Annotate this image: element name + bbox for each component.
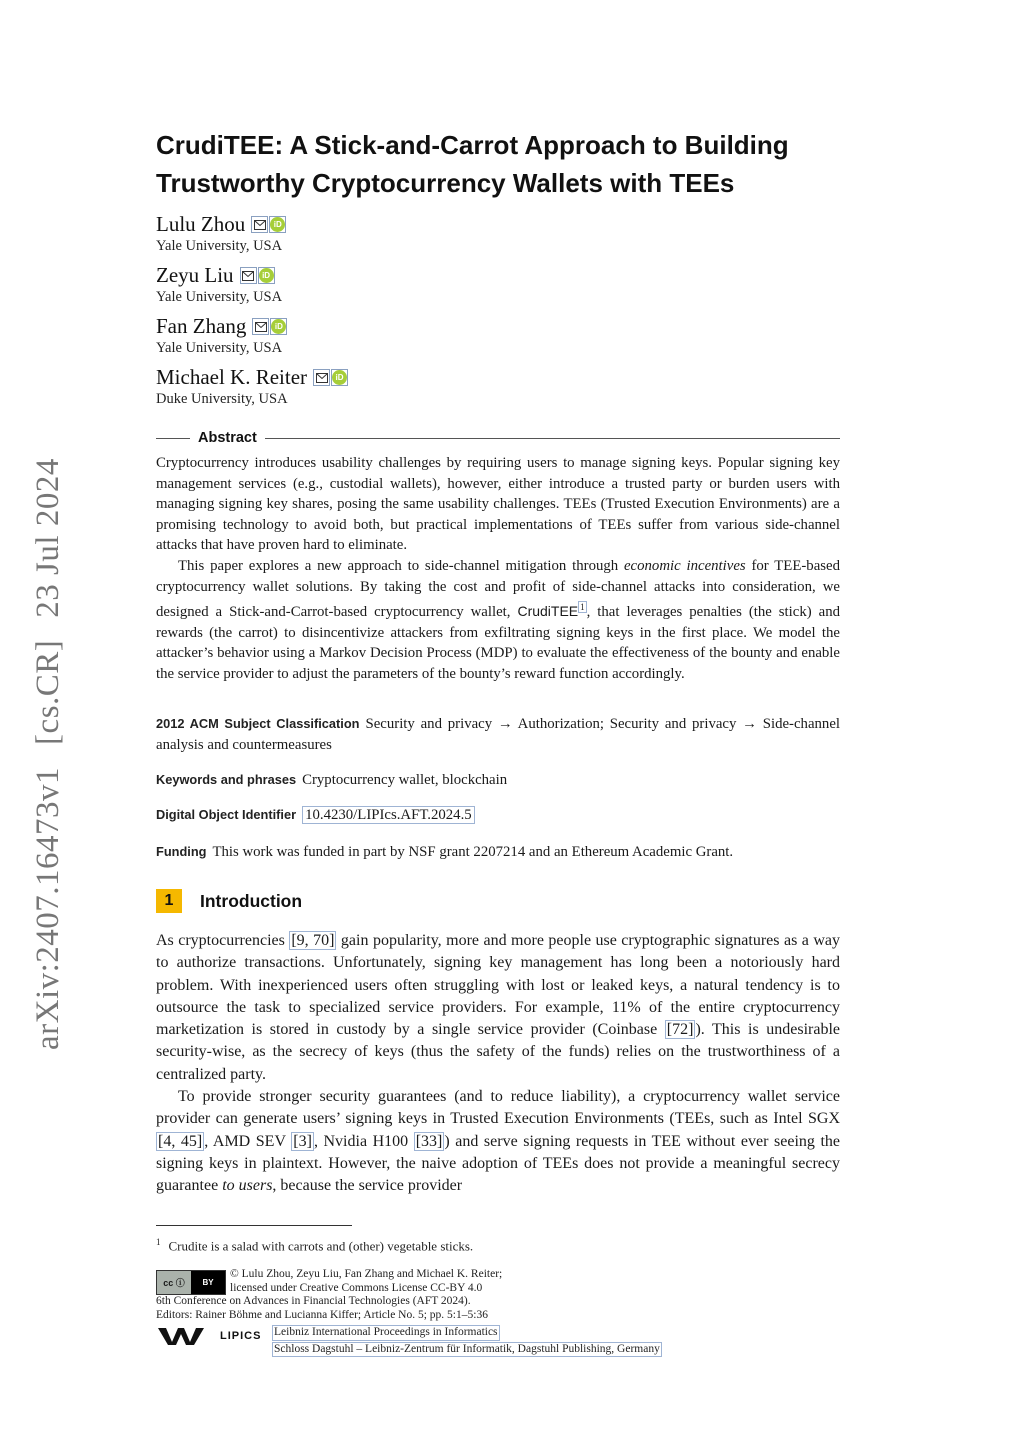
author-affiliation: Yale University, USA xyxy=(156,340,283,356)
orcid-icon[interactable]: iD xyxy=(270,217,285,232)
citation-link[interactable]: [9, 70] xyxy=(291,932,335,949)
author-block xyxy=(156,212,286,255)
cc-icon: cc ⓘ xyxy=(157,1271,191,1294)
lipics-series-link[interactable]: Leibniz International Proceedings in Informatics xyxy=(272,1325,500,1341)
keywords xyxy=(156,770,840,791)
author-affiliation: Yale University, USA xyxy=(156,289,283,305)
doi-link[interactable]: 10.4230/LIPIcs.AFT.2024.5 xyxy=(302,806,475,824)
lipics-logo-icon xyxy=(158,1326,214,1346)
email-icon[interactable] xyxy=(313,369,330,386)
section-title: Introduction xyxy=(200,890,303,911)
abstract-label: Abstract xyxy=(198,430,257,446)
author-block xyxy=(156,263,282,306)
abstract-paragraph: This paper explores a new approach to side-channel mitigation through economic incentives for TEE-based cryptocurrency wallet solutions. By taking the cost and profit of side-channel attacks into consideration, we designed a Stick-and-Carrot-based cryptocurrency wallet, CrudiTEE $^1$ , that leverages penalties (the stick) and rewards (the carrot) to disincentivize attackers from exfiltrating signing keys in the first place. We model the attacker’s behavior using a Markov Decision Process (MDP) to evaluate the effectiveness of the bounty and enable the service provider to adjust the parameters of the bounty’s reward function accordingly. xyxy=(156,557,840,682)
arxiv-identifier xyxy=(30,450,66,1050)
arxiv-category: [cs.CR] xyxy=(30,639,66,745)
abstract-body xyxy=(156,453,840,684)
funding-value: This work was funded in part by NSF grant 2207214 and an Ethereum Academic Grant. xyxy=(212,844,734,860)
acm-classification xyxy=(156,714,840,755)
by-icon: BY xyxy=(191,1271,225,1294)
intro-paragraph: As cryptocurrencies [9, 70] gain popularity, more and more people use cryptographic signatures as a way to authorize transactions. Unfortunately, signing key management has long been a notoriously hard problem. With inexperienced users often struggling with lost or leaked keys, a natural tendency is to outsource the task to specialized service providers. For example, 11% of the entire cryptocurrency marketization is stored in custody by a single service provider (Coinbase [72] ). This is undesirable security-wise, as the secrecy of keys (thus the safety of the funds) relies on the trustworthiness of a centralized party. xyxy=(156,932,841,1083)
author-block xyxy=(156,314,287,357)
abstract-heading xyxy=(156,428,840,448)
section-heading xyxy=(156,889,302,913)
author-affiliation: Yale University, USA xyxy=(156,238,283,254)
paper-title: CrudiTEE: A Stick-and-Carrot Approach to Building Trustworthy Cryptocurrency Wallets with TEEs xyxy=(156,130,789,198)
divider xyxy=(265,438,840,439)
divider xyxy=(156,438,190,439)
footnote-divider xyxy=(156,1225,352,1226)
lipics-logo xyxy=(158,1326,261,1346)
citation-link[interactable]: [72] xyxy=(666,1021,694,1039)
footnote-mark: 1 xyxy=(156,1237,161,1247)
author-affiliation: Duke University, USA xyxy=(156,391,288,407)
email-icon[interactable] xyxy=(240,267,257,284)
orcid-icon[interactable]: iD xyxy=(259,268,274,283)
dagstuhl-link[interactable]: Schloss Dagstuhl – Leibniz-Zentrum für Informatik, Dagstuhl Publishing, Germany xyxy=(272,1342,662,1358)
footnote xyxy=(156,1237,473,1254)
section-number: 1 xyxy=(156,889,182,913)
acm-label: 2012 ACM Subject Classification xyxy=(156,716,360,731)
doi-label: Digital Object Identifier xyxy=(156,807,297,822)
abstract-paragraph: Cryptocurrency introduces usability challenges by requiring users to manage signing keys. Popular signing key management services (e.g., custodial wallets), however, either introduce a trusted party or burden users with managing signing key shares, posing the same usability challenges. TEEs (Trusted Execution Environments) are a promising technology to avoid both, but practical implementations of TEEs suffer from various side-channel attacks that have proven hard to eliminate. xyxy=(156,455,840,554)
orcid-icon[interactable]: iD xyxy=(332,370,347,385)
email-icon[interactable] xyxy=(252,318,269,335)
author-name: Zeyu Liu xyxy=(156,263,234,287)
author-name: Lulu Zhou xyxy=(156,212,246,236)
system-name: CrudiTEE xyxy=(517,603,579,620)
introduction-body xyxy=(156,930,840,1198)
keywords-value: Cryptocurrency wallet, blockchain xyxy=(302,772,508,788)
lipics-wordmark: LIPICS xyxy=(220,1330,262,1342)
copyright-line: © Lulu Zhou, Zeyu Liu, Fan Zhang and Michael K. Reiter; xyxy=(230,1268,503,1280)
email-icon[interactable] xyxy=(251,216,268,233)
author-name: Michael K. Reiter xyxy=(156,365,308,389)
footnote-link[interactable]: 1 xyxy=(580,602,585,613)
citation-link[interactable]: [3] xyxy=(293,1132,312,1150)
license-block xyxy=(156,1268,856,1322)
orcid-icon[interactable]: iD xyxy=(271,319,286,334)
citation-link[interactable]: [4, 45] xyxy=(158,1132,203,1150)
author-name: Fan Zhang xyxy=(156,314,247,338)
license-line: licensed under Creative Commons License CC-BY 4.0 xyxy=(230,1281,483,1294)
keywords-label: Keywords and phrases xyxy=(156,772,297,787)
citation-link[interactable]: [33] xyxy=(415,1132,443,1150)
footnote-text: Crudite is a salad with carrots and (other) vegetable sticks. xyxy=(168,1238,474,1254)
acm-value: Security and privacy → Authorization; Security and privacy → Side-channel analysis and countermeasures xyxy=(156,716,840,753)
arxiv-date: 23 Jul 2024 xyxy=(30,458,66,618)
funding-label: Funding xyxy=(156,844,207,859)
conference-line: 6th Conference on Advances in Financial Technologies (AFT 2024). xyxy=(156,1295,471,1308)
doi xyxy=(156,805,840,826)
editors-line: Editors: Rainer Böhme and Lucianna Kiffer; Article No. 5; pp. 5:1–5:36 xyxy=(156,1308,488,1321)
author-block xyxy=(156,365,348,408)
arxiv-id: arXiv:2407.16473v1 xyxy=(30,766,66,1050)
funding xyxy=(156,842,840,863)
intro-paragraph: To provide stronger security guarantees (and to reduce liability), a cryptocurrency wallet service provider can generate users’ signing keys in Trusted Execution Environments (TEEs, such as Intel SGX [4, 45] , AMD SEV [3] , Nvidia H100 [33] ) and serve signing requests in TEE without ever seeing the signing keys in plaintext. However, the naive adoption of TEEs does not provide a meaningful secrecy guarantee to users, because the service provider xyxy=(156,1088,840,1195)
publisher-links xyxy=(272,1325,662,1358)
